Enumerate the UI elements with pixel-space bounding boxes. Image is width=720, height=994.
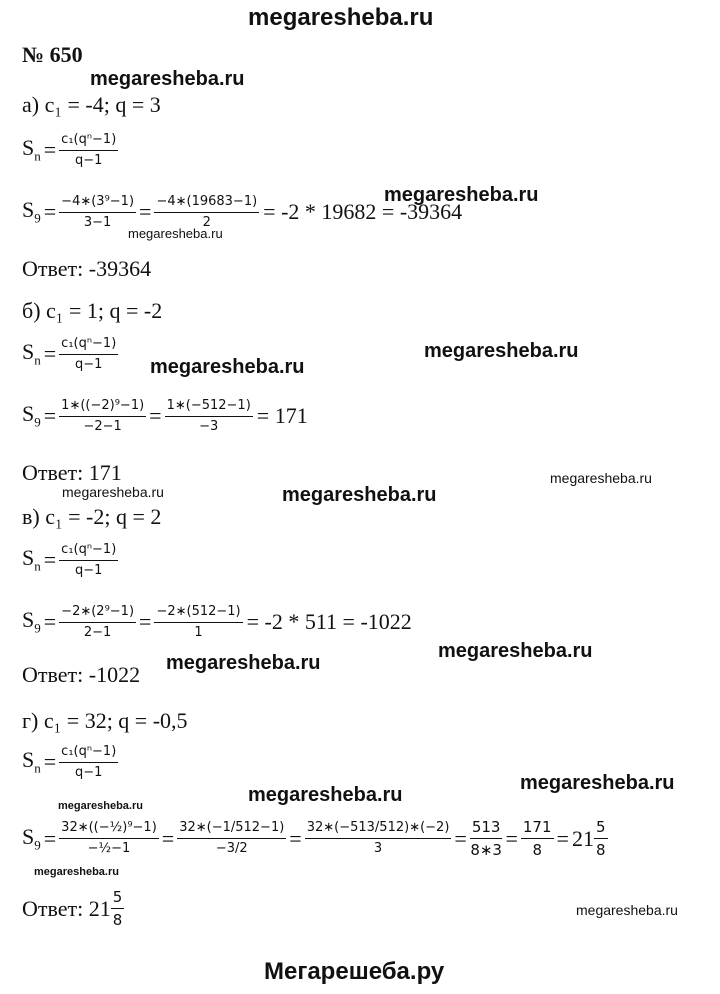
s9-g: $S_9$ = $\frac{\text{32∗((−½)⁹−1)}}{\text{−½−1}}$ = $\frac{32∗(-1/512-1)}{-3/2}$ = $\frac{32∗(-513/512)∗(-2)}{3}$ = $\frac{513}{8∗3}$ = $\frac{171}{8}$ = 21 $\frac{5}{8}$ bbox=[22, 818, 606, 859]
watermark: megaresheba.ru bbox=[166, 652, 321, 674]
watermark: megaresheba.ru bbox=[384, 184, 539, 206]
site-header: megaresheba.ru bbox=[248, 4, 434, 31]
answer-g: Ответ: 21 $\frac{5}{8}$ bbox=[22, 888, 123, 929]
formula-v: $S_n$ = $\frac{\text{c₁(qⁿ−1)}}{q-1}$ bbox=[22, 542, 117, 578]
watermark: megaresheba.ru bbox=[128, 226, 223, 241]
answer-v: Ответ: -1022 bbox=[22, 662, 141, 687]
s9-a: $S_9$ = $\frac{\text{−4∗(3⁹−1)}}{3-1}$ = $\frac{-4∗(19683-1)}{2}$ = -2 * 19682 = -39364 bbox=[22, 194, 463, 230]
watermark: megaresheba.ru bbox=[248, 784, 403, 806]
answer-b: Ответ: 171 bbox=[22, 460, 122, 485]
site-footer: Мегарешеба.ру bbox=[264, 958, 445, 985]
watermark: megaresheba.ru bbox=[424, 340, 579, 362]
condition-v: в) c₁ = -2; q = 2 bbox=[22, 504, 162, 529]
condition-a: а) c₁ = -4; q = 3 bbox=[22, 92, 161, 117]
problem-number: № 650 bbox=[22, 42, 83, 67]
watermark: megaresheba.ru bbox=[90, 68, 245, 90]
s9-b: $S_9$ = $\frac{\text{1∗((−2)⁹−1)}}{-2-1}$ = $\frac{1∗(-512-1)}{-3}$ = 171 bbox=[22, 398, 308, 434]
condition-b: б) c₁ = 1; q = -2 bbox=[22, 298, 163, 323]
answer-a: Ответ: -39364 bbox=[22, 256, 152, 281]
watermark: megaresheba.ru bbox=[550, 470, 652, 486]
watermark: megaresheba.ru bbox=[282, 484, 437, 506]
watermark: megaresheba.ru bbox=[150, 356, 305, 378]
s-n-label: $S_n$ bbox=[22, 135, 41, 164]
watermark: megaresheba.ru bbox=[576, 902, 678, 918]
watermark: megaresheba.ru bbox=[438, 640, 593, 662]
condition-g: г) c₁ = 32; q = -0,5 bbox=[22, 708, 188, 733]
formula-b: $S_n$ = $\frac{\text{c₁(qⁿ−1)}}{q-1}$ bbox=[22, 336, 117, 372]
s9-v: $S_9$ = $\frac{\text{−2∗(2⁹−1)}}{2-1}$ = $\frac{-2∗(512-1)}{1}$ = -2 * 511 = -1022 bbox=[22, 604, 412, 640]
formula-a: $S_n$ = $\frac{\text{c₁(qⁿ−1)}}{q-1}$ bbox=[22, 132, 117, 168]
formula-g: $S_n$ = $\frac{\text{c₁(qⁿ−1)}}{q-1}$ bbox=[22, 744, 117, 780]
watermark: megaresheba.ru bbox=[58, 800, 143, 812]
watermark: megaresheba.ru bbox=[34, 866, 119, 878]
watermark: megaresheba.ru bbox=[520, 772, 675, 794]
watermark: megaresheba.ru bbox=[62, 484, 164, 500]
